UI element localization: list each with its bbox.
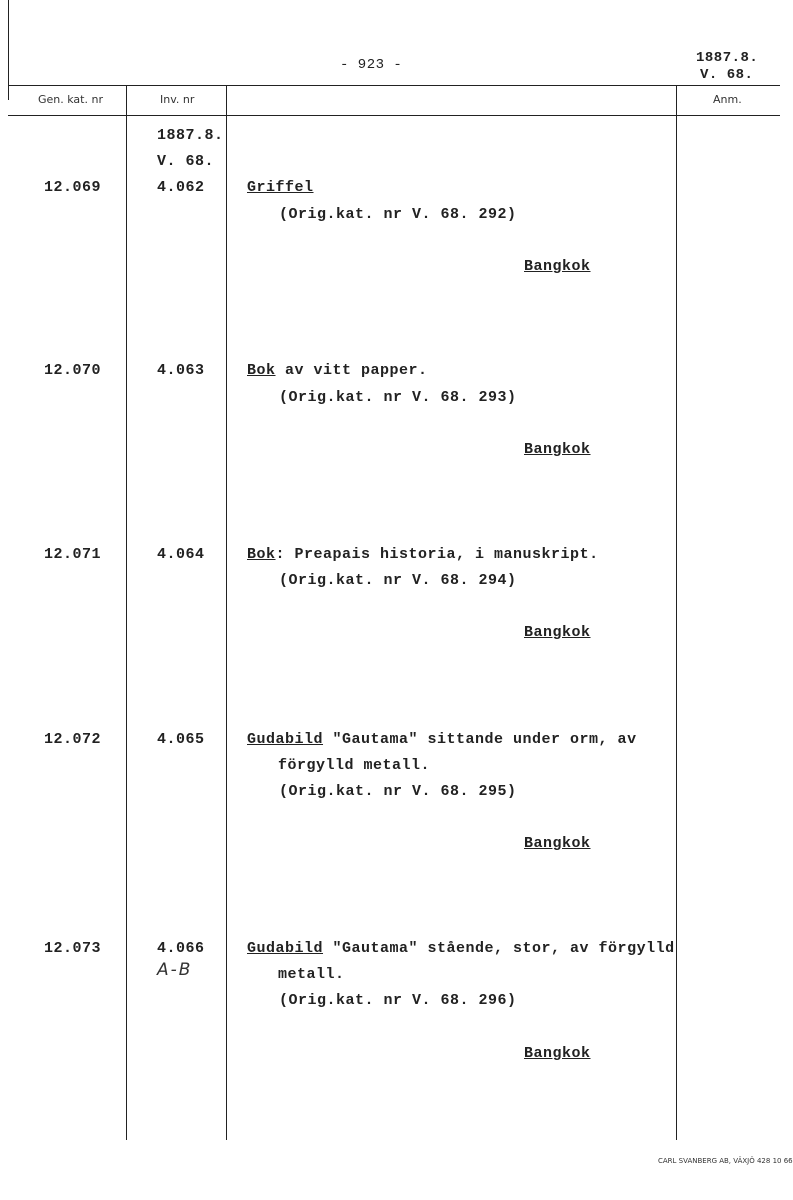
gen-kat-nr: 12.073 [44, 940, 102, 957]
entry-place: Bangkok [524, 624, 591, 641]
top-ref-line1: 1887.8. [696, 50, 759, 66]
entry-desc-line1: "Gautama" sittande under orm, av [323, 731, 637, 748]
entry-desc-line1: "Gautama" stående, stor, av förgylld [323, 940, 675, 957]
entry-orig-kat: (Orig.kat. nr V. 68. 296) [279, 992, 517, 1009]
inv-nr: 4.064 [157, 546, 205, 563]
entry-label: Bok [247, 362, 276, 379]
inv-nr: 4.062 [157, 179, 205, 196]
gen-kat-nr: 12.072 [44, 731, 102, 748]
entry-place: Bangkok [524, 835, 591, 852]
col-rule-1 [126, 85, 127, 1140]
entry-description [247, 362, 428, 379]
entry-place: Bangkok [524, 258, 591, 275]
entry-place: Bangkok [524, 441, 591, 458]
header-gen-kat-nr: Gen. kat. nr [38, 93, 103, 106]
entry-description [247, 731, 637, 748]
entry-description [247, 940, 675, 957]
page-number: - 923 - [340, 57, 403, 73]
inv-nr: 4.063 [157, 362, 205, 379]
col-rule-2 [226, 85, 227, 1140]
entry-label: Griffel [247, 179, 314, 196]
printer-mark: CARL SVANBERG AB, VÄXJÖ 428 10 66 [658, 1157, 793, 1165]
gen-kat-nr: 12.071 [44, 546, 102, 563]
inv-ref-line2: V. 68. [157, 153, 215, 170]
top-ref-line2: V. 68. [700, 67, 754, 83]
handwritten-note: A-B [157, 960, 193, 980]
header-anm: Anm. [713, 93, 742, 106]
gen-kat-nr: 12.069 [44, 179, 102, 196]
inv-nr: 4.066 [157, 940, 205, 957]
entry-label: Gudabild [247, 731, 324, 748]
entry-description [247, 179, 314, 196]
entry-orig-kat: (Orig.kat. nr V. 68. 295) [279, 783, 517, 800]
gen-kat-nr: 12.070 [44, 362, 102, 379]
col-rule-3 [676, 85, 677, 1140]
header-top-rule [8, 85, 780, 86]
entry-description [247, 546, 599, 563]
inv-nr: 4.065 [157, 731, 205, 748]
entry-orig-kat: (Orig.kat. nr V. 68. 292) [279, 206, 517, 223]
header-inv-nr: Inv. nr [160, 93, 195, 106]
entry-desc-line1: av vitt papper. [275, 362, 428, 379]
header-bottom-rule [8, 115, 780, 116]
entry-desc-line1: : Preapais historia, i manuskript. [275, 546, 599, 563]
entry-desc-line2: metall. [278, 966, 345, 983]
entry-desc-line2: förgylld metall. [278, 757, 431, 774]
entry-place: Bangkok [524, 1045, 591, 1062]
entry-label: Gudabild [247, 940, 324, 957]
entry-orig-kat: (Orig.kat. nr V. 68. 293) [279, 389, 517, 406]
entry-orig-kat: (Orig.kat. nr V. 68. 294) [279, 572, 517, 589]
inv-ref-line1: 1887.8. [157, 127, 224, 144]
entry-label: Bok [247, 546, 276, 563]
